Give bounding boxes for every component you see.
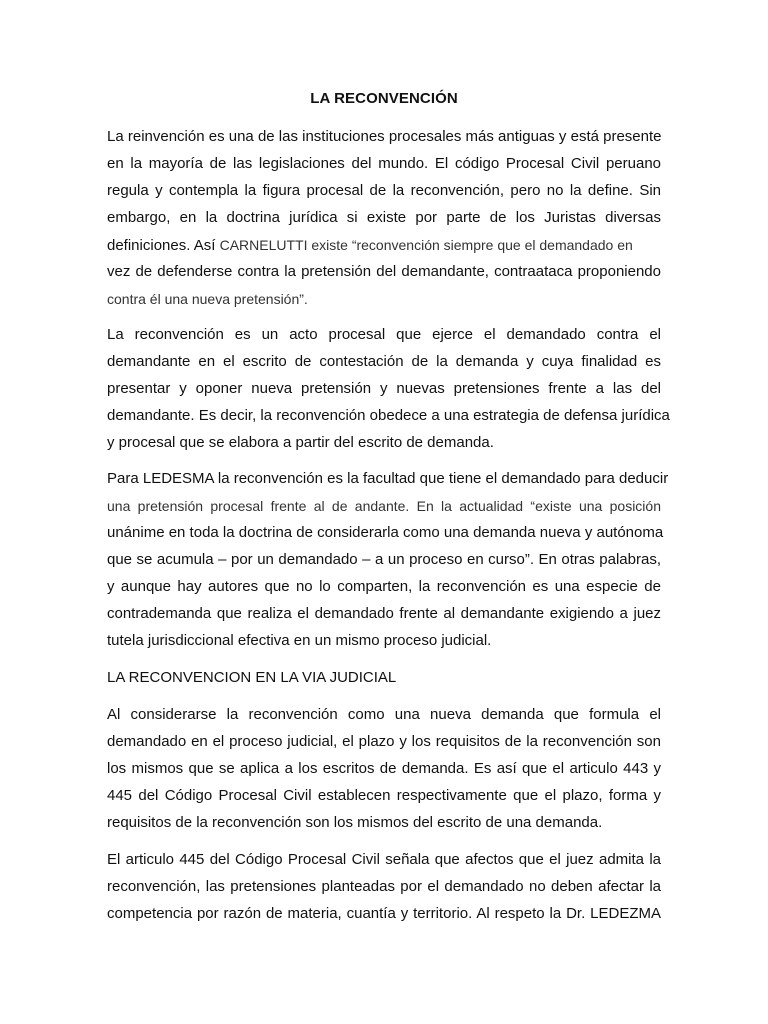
- paragraph-line: tutela jurisdiccional efectiva en un mismo proceso judicial.: [107, 632, 492, 649]
- paragraph-line: regula y contempla la figura procesal de la reconvención, pero no la define. Sin: [107, 182, 661, 199]
- paragraph-line: embargo, en la doctrina jurídica si existe por parte de los Juristas diversas: [107, 209, 661, 226]
- paragraph-line: en la mayoría de las legislaciones del mundo. El código Procesal Civil peruano: [107, 155, 661, 172]
- paragraph-line: demandante en el escrito de contestación de la demanda y cuya finalidad es: [107, 353, 661, 370]
- paragraph-line: Al considerarse la reconvención como una nueva demanda que formula el: [107, 706, 661, 723]
- quoted-text: contra él una nueva pretensión”.: [107, 291, 308, 307]
- paragraph-line: 445 del Código Procesal Civil establecen respectivamente que el plazo, forma y: [107, 787, 661, 804]
- paragraph-line: El articulo 445 del Código Procesal Civil señala que afectos que el juez admita la: [107, 851, 661, 868]
- paragraph-line: La reconvención es un acto procesal que ejerce el demandado contra el: [107, 326, 661, 343]
- paragraph-line: que se acumula – por un demandado – a un proceso en curso”. En otras palabras,: [107, 551, 661, 568]
- paragraph-line: La reinvención es una de las instituciones procesales más antiguas y está presente: [107, 128, 662, 145]
- paragraph-line: demandado en el proceso judicial, el plazo y los requisitos de la reconvención son: [107, 733, 661, 750]
- paragraph-line: presentar y oponer nueva pretensión y nuevas pretensiones frente a las del: [107, 380, 661, 397]
- paragraph-line: reconvención, las pretensiones planteadas por el demandado no deben afectar la: [107, 878, 661, 895]
- document-title: LA RECONVENCIÓN: [310, 90, 458, 107]
- quoted-text: CARNELUTTI existe “reconvención siempre que el demandado en: [219, 237, 633, 253]
- paragraph-line: definiciones. Así CARNELUTTI existe “reconvención siempre que el demandado en: [107, 237, 633, 254]
- paragraph-line: requisitos de la reconvención son los mismos del escrito de una demanda.: [107, 814, 603, 831]
- paragraph-line: contrademanda que realiza el demandado frente al demandante exigiendo a juez: [107, 605, 661, 622]
- paragraph-line: competencia por razón de materia, cuantía y territorio. Al respeto la Dr. LEDEZMA: [107, 905, 661, 922]
- paragraph-line: unánime en toda la doctrina de considerarla como una demanda nueva y autónoma: [107, 524, 664, 541]
- quoted-text: una pretensión procesal frente al de andante. En la actualidad “existe una posición: [107, 498, 661, 514]
- paragraph-line: demandante. Es decir, la reconvención obedece a una estrategia de defensa jurídica: [107, 407, 670, 424]
- paragraph-line: [107, 496, 661, 517]
- paragraph-line: vez de defenderse contra la pretensión del demandante, contraataca proponiendo: [107, 263, 661, 280]
- paragraph-line: Para LEDESMA la reconvención es la facultad que tiene el demandado para deducir: [107, 470, 669, 487]
- paragraph-line: [107, 289, 661, 310]
- section-heading: LA RECONVENCION EN LA VIA JUDICIAL: [107, 669, 397, 686]
- paragraph-line: y procesal que se elabora a partir del escrito de demanda.: [107, 434, 494, 451]
- paragraph-line: los mismos que se aplica a los escritos de demanda. Es así que el articulo 443 y: [107, 760, 661, 777]
- paragraph-line: y aunque hay autores que no lo comparten, la reconvención es una especie de: [107, 578, 661, 595]
